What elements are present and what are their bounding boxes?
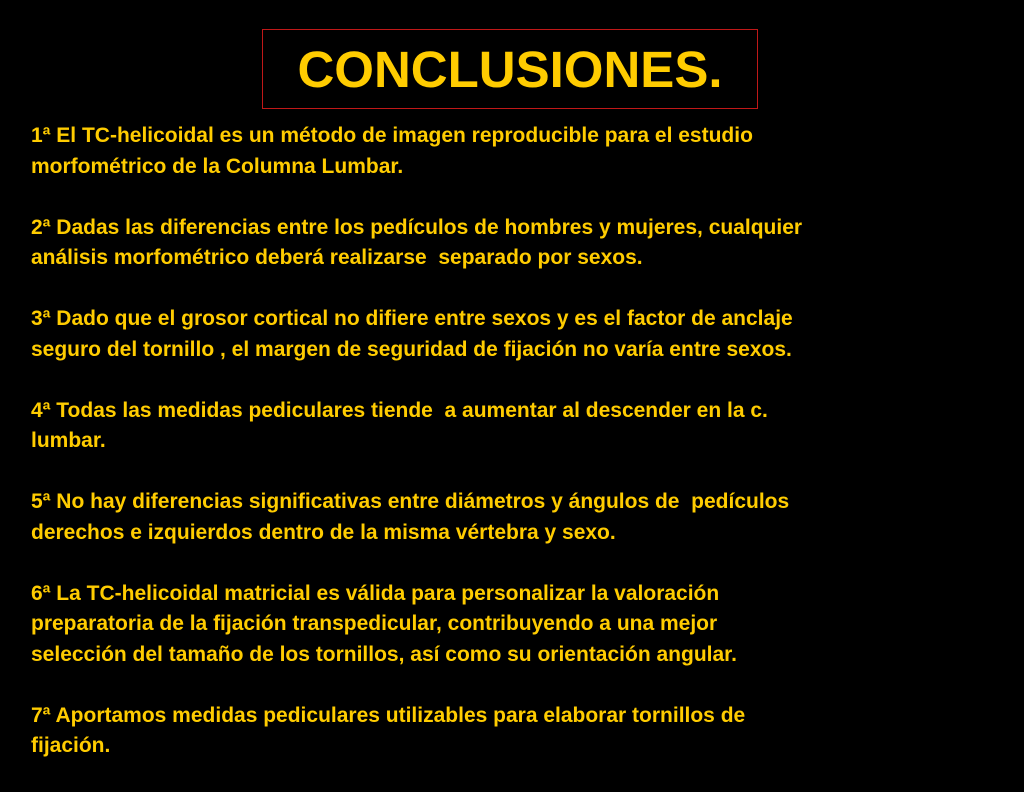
- title-box: [262, 29, 758, 109]
- conclusion-line: 1ª El TC-helicoidal es un método de imagen reproducible para el estudio: [31, 124, 753, 147]
- conclusions-list: [31, 121, 1006, 792]
- slide-title: CONCLUSIONES.: [297, 40, 723, 98]
- conclusion-line: morfométrico de la Columna Lumbar.: [31, 154, 404, 178]
- conclusion-line: 4ª Todas las medidas pediculares tiende a aumentar al descender en la c.: [31, 398, 768, 422]
- conclusion-line: 6ª La TC-helicoidal matricial es válida para personalizar la valoración: [31, 581, 720, 605]
- conclusion-line: análisis morfométrico deberá realizarse separado por sexos.: [31, 246, 643, 269]
- conclusion-line: derechos e izquierdos dentro de la misma vértebra y sexo.: [31, 520, 616, 544]
- conclusion-1: [31, 121, 1006, 182]
- conclusion-line: seguro del tornillo , el margen de seguridad de fijación no varía entre sexos.: [31, 337, 792, 361]
- conclusion-5: [31, 487, 1006, 548]
- conclusion-line: 5ª No hay diferencias significativas entre diámetros y ángulos de pedículos: [31, 490, 790, 513]
- conclusion-6: [31, 579, 1006, 671]
- conclusion-line: fijación.: [31, 734, 111, 757]
- conclusion-line: preparatoria de la fijación transpedicular, contribuyendo a una mejor: [31, 612, 718, 635]
- conclusion-3: [31, 304, 1006, 365]
- conclusion-line: lumbar.: [31, 429, 106, 452]
- conclusion-line: 2ª Dadas las diferencias entre los pedículos de hombres y mujeres, cualquier: [31, 215, 803, 239]
- conclusion-line: selección del tamaño de los tornillos, así como su orientación angular.: [31, 642, 738, 666]
- conclusion-4: [31, 396, 1006, 457]
- conclusion-line: 7ª Aportamos medidas pediculares utilizables para elaborar tornillos de: [31, 703, 746, 727]
- conclusion-7: [31, 701, 1006, 762]
- conclusion-line: 3ª Dado que el grosor cortical no difiere entre sexos y es el factor de anclaje: [31, 307, 793, 330]
- conclusion-2: [31, 213, 1006, 274]
